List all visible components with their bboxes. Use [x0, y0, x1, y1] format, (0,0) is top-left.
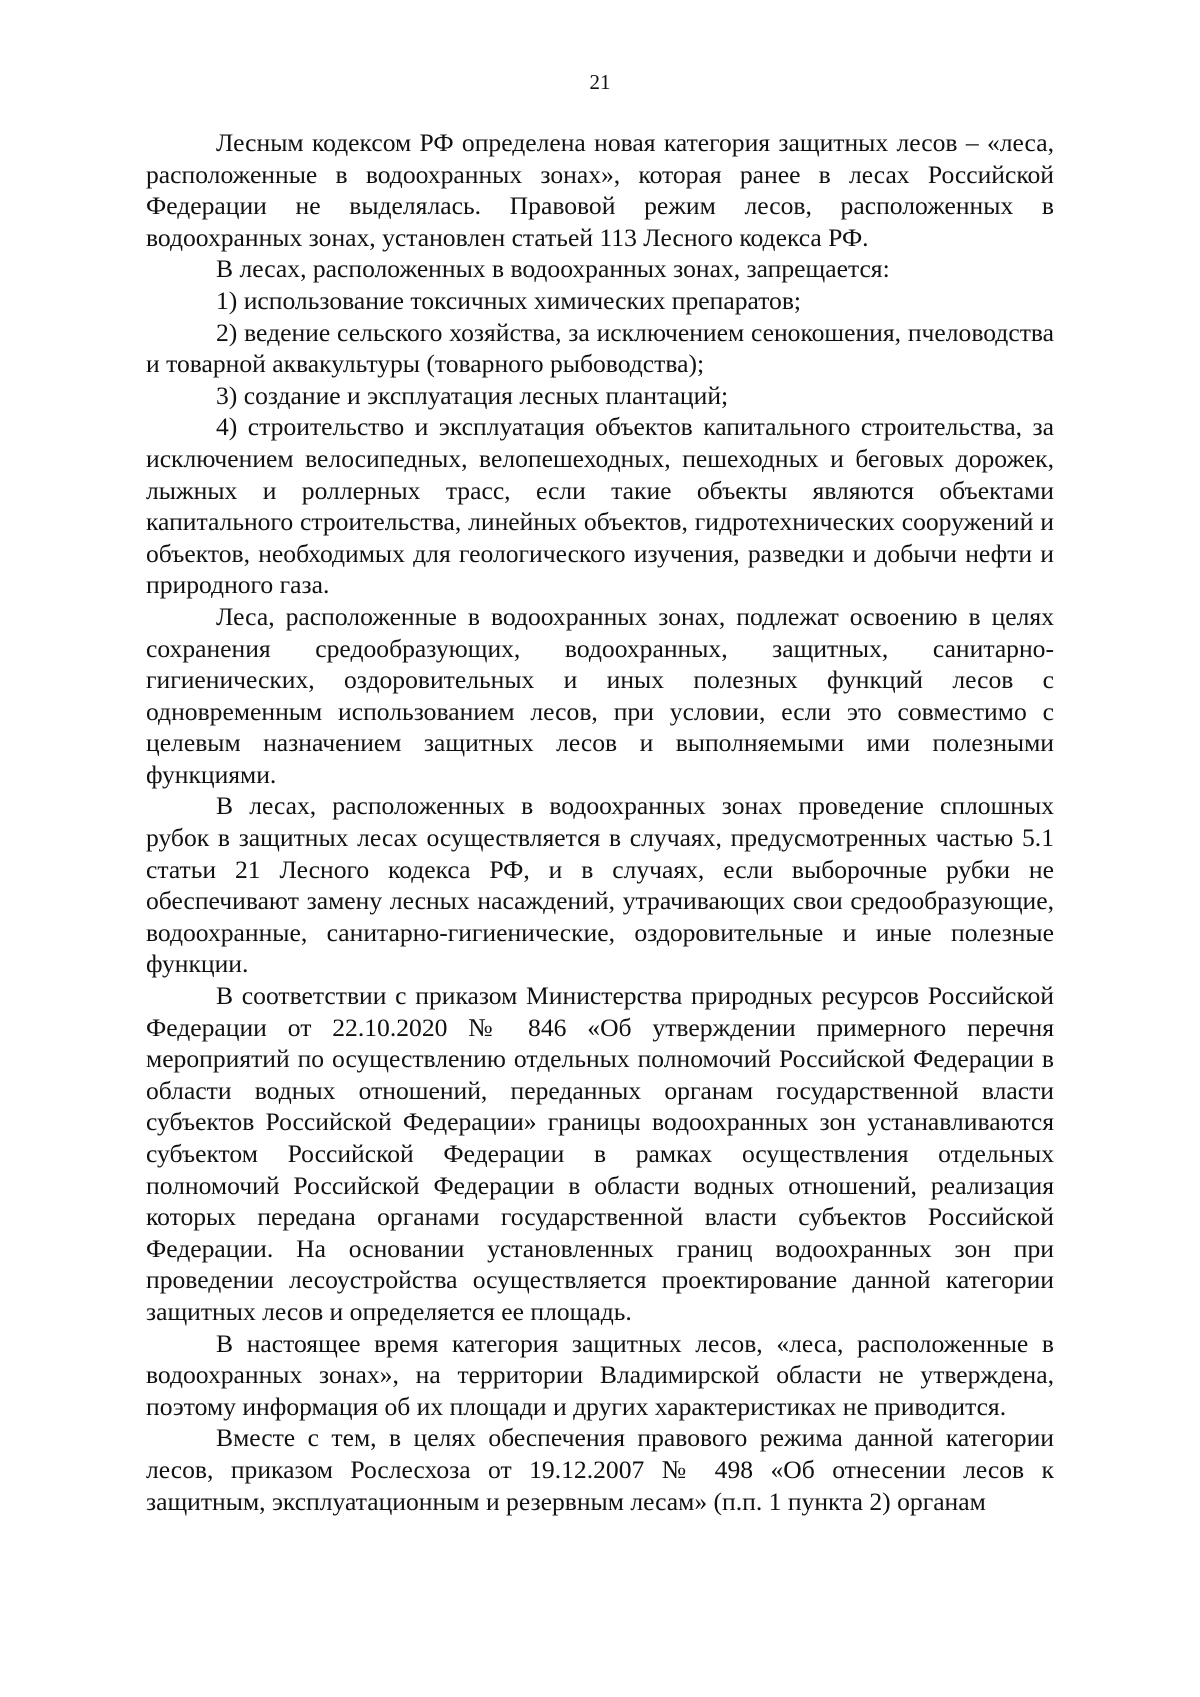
paragraph-water-protection-category: Лесным кодексом РФ определена новая категория защитных лесов – «леса, расположенные в водоохранных зонах», которая ранее в лесах Российской Федерации не выделялась. Правовой режим лесов, расположенных в водоохранных зонах, установлен статьей 113 Лесного кодекса РФ. — [146, 128, 1054, 252]
paragraph-prohibitions-intro: В лесах, расположенных в водоохранных зонах, запрещается: — [216, 254, 890, 284]
paragraph-clear-cutting: В лесах, расположенных в водоохранных зонах проведение сплошных рубок в защитных лесах осуществляется в случаях, предусмотренных частью 5.1 статьи 21 Лесного кодекса РФ, и в случаях, если выборочные рубки не обеспечивают замену лесных насаждений, утрачивающих свои средообразующие, водоохранные, санитарно-гигиенические, оздоровительные и иные полезные функции. — [146, 791, 1054, 979]
paragraph-forest-use: Леса, расположенные в водоохранных зонах, подлежат освоению в целях сохранения средообразующих, водоохранных, защитных, санитарно-гигиенических, оздоровительных и иных полезных функций лесов с одновременным использованием лесов, при условии, если это совместимо с целевым назначением защитных лесов и выполняемыми ими полезными функциями. — [146, 601, 1054, 789]
paragraph-ministry-order: В соответствии с приказом Министерства природных ресурсов Российской Федерации от 22.10.2020 № 846 «Об утверждении примерного перечня мероприятий по осуществлению отдельных полномочий Российской Федерации в области водных отношений, переданных органам государственной власти субъектов Российской Федерации» границы водоохранных зон устанавливаются субъектом Российской Федерации в рамках осуществления отдельных полномочий Российской Федерации в области водных отношений, реализация которых передана органами государственной власти субъектов Российской Федерации. На основании установленных границ водоохранных зон при проведении лесоустройства осуществляется проектирование данной категории защитных лесов и определяется ее площадь. — [146, 981, 1054, 1326]
list-item: 1) использование токсичных химических препаратов; — [216, 285, 802, 315]
list-item: 4) строительство и эксплуатация объектов капитального строительства, за исключением велосипедных, велопешеходных, пешеходных и беговых дорожек, лыжных и роллерных трасс, если такие объекты являются объектами капитального строительства, линейных объектов, гидротехнических сооружений и объектов, необходимых для геологического изучения, разведки и добычи нефти и природного газа. — [146, 412, 1054, 600]
paragraph-vladimir-region: В настоящее время категория защитных лесов, «леса, расположенные в водоохранных зонах», на территории Владимирской области не утверждена, поэтому информация об их площади и других характеристиках не приводится. — [146, 1328, 1054, 1421]
paragraph-rosleskhoz-order: Вместе с тем, в целях обеспечения правового режима данной категории лесов, приказом Рослесхоза от 19.12.2007 № 498 «Об отнесении лесов к защитным, эксплуатационным и резервным лесам» (п.п. 1 пункта 2) органам — [146, 1423, 1054, 1516]
document-body — [146, 127, 1054, 1517]
list-item: 2) ведение сельского хозяйства, за исключением сенокошения, пчеловодства и товарной аквакультуры (товарного рыбоводства); — [146, 317, 1054, 379]
page-number: 21 — [589, 70, 611, 94]
list-item: 3) создание и эксплуатация лесных плантаций; — [216, 380, 729, 410]
